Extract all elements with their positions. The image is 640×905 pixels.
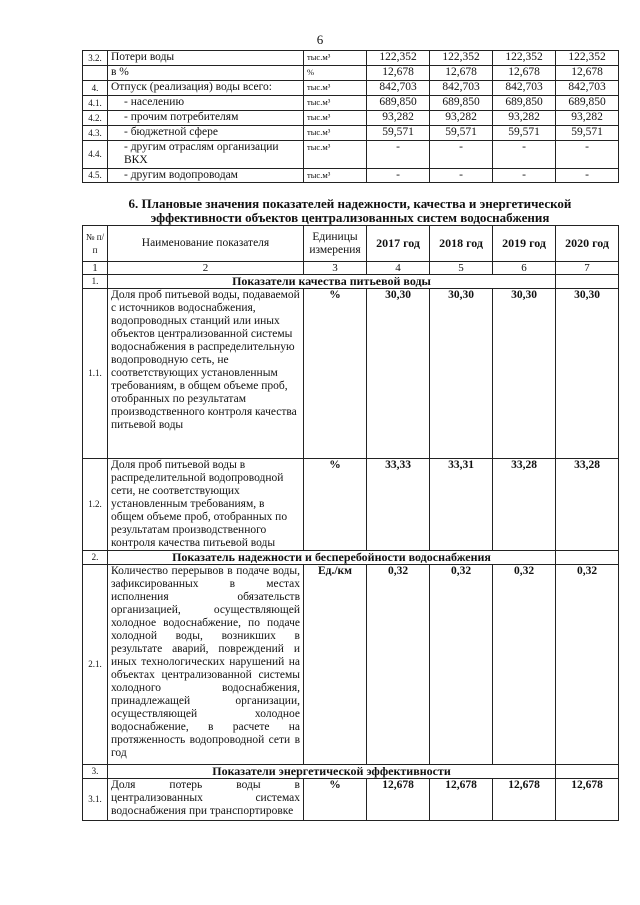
row-name: Отпуск (реализация) воды всего: — [108, 81, 304, 96]
section-number: 3. — [83, 765, 108, 779]
row-unit: тыс.м³ — [304, 169, 367, 183]
row-value: 59,571 — [430, 126, 493, 141]
section-title: Показатели энергетической эффективности — [108, 765, 556, 779]
table-row — [83, 111, 619, 126]
indicators-table — [82, 225, 619, 821]
header-unit: Единицы измерения — [304, 226, 367, 262]
row-value: 93,282 — [430, 111, 493, 126]
row-number: 4.1. — [83, 96, 108, 111]
row-value: 12,678 — [430, 66, 493, 81]
row-name: - населению — [108, 96, 304, 111]
section-number: 2. — [83, 551, 108, 565]
row-unit: % — [304, 66, 367, 81]
table-row — [83, 169, 619, 183]
water-balance-table — [82, 50, 619, 183]
indicator-number: 2.1. — [83, 565, 108, 765]
row-number: 4.3. — [83, 126, 108, 141]
col-number: 1 — [83, 262, 108, 275]
row-value: 59,571 — [493, 126, 556, 141]
row-number — [83, 66, 108, 81]
column-number-row — [83, 262, 619, 275]
indicator-unit: % — [304, 459, 367, 551]
row-unit: тыс.м³ — [304, 111, 367, 126]
row-number: 4.4. — [83, 141, 108, 169]
header-year-2019: 2019 год — [493, 226, 556, 262]
indicator-number: 3.1. — [83, 779, 108, 821]
indicator-description: Доля проб питьевой воды, подаваемой с источников водоснабжения, водопроводных станций или иных объектов централизованной системы водоснабжения в распределительную водопроводную сеть, не соответствующих установленным требованиям, в общем объеме проб, отобранных по результатам производственного контроля качества питьевой воды — [108, 289, 304, 459]
col-number: 4 — [367, 262, 430, 275]
indicator-row — [83, 565, 619, 765]
section-6-title: 6. Плановые значения показателей надежности, качества и энергетической эффективности объектов централизованных систем водоснабжения — [128, 196, 572, 225]
row-value: 689,850 — [430, 96, 493, 111]
section-empty-cell — [556, 275, 619, 289]
row-name: - бюджетной сфере — [108, 126, 304, 141]
section-title: Показатели качества питьевой воды — [108, 275, 556, 289]
header-num: № п/ п — [83, 226, 108, 262]
row-value: 59,571 — [556, 126, 619, 141]
indicator-description: Количество перерывов в подаче воды, зафиксированных в местах исполнения обязательств организацией, осуществляющей холодное водоснабжение, по подаче холодной воды, возникших в результате аварий, повреждений и иных технологических нарушений на объектах централизованной системы холодного водоснабжения, принадлежащей организации, осуществляющей холодное водоснабжение, в расчете на протяженность водопроводной сети в год — [108, 565, 304, 765]
section-row — [83, 551, 619, 565]
col-number: 5 — [430, 262, 493, 275]
indicator-value: 0,32 — [367, 565, 430, 765]
col-number: 2 — [108, 262, 304, 275]
indicator-row — [83, 459, 619, 551]
indicator-description: Доля проб питьевой воды в распределительной водопроводной сети, не соответствующих установленным требованиям, в общем объеме проб, отобранных по результатам производственного контроля качества питьевой воды — [108, 459, 304, 551]
row-value: - — [556, 169, 619, 183]
indicator-value: 33,33 — [367, 459, 430, 551]
row-name: - другим отраслям организации ВКХ — [108, 141, 304, 169]
row-name: - прочим потребителям — [108, 111, 304, 126]
section-row — [83, 275, 619, 289]
row-name: Потери воды — [108, 51, 304, 66]
header-year-2018: 2018 год — [430, 226, 493, 262]
row-value: 842,703 — [493, 81, 556, 96]
header-name: Наименование показателя — [108, 226, 304, 262]
indicator-row — [83, 289, 619, 459]
row-number: 3.2. — [83, 51, 108, 66]
indicator-value: 12,678 — [493, 779, 556, 821]
indicator-value: 33,31 — [430, 459, 493, 551]
header-year-2020: 2020 год — [556, 226, 619, 262]
indicator-value: 0,32 — [556, 565, 619, 765]
row-value: 842,703 — [367, 81, 430, 96]
row-name: - другим водопроводам — [108, 169, 304, 183]
row-number: 4.5. — [83, 169, 108, 183]
row-value: 59,571 — [367, 126, 430, 141]
indicator-value: 33,28 — [556, 459, 619, 551]
row-unit: тыс.м³ — [304, 126, 367, 141]
indicator-unit: % — [304, 779, 367, 821]
row-unit: тыс.м³ — [304, 51, 367, 66]
indicator-value: 12,678 — [430, 779, 493, 821]
row-value: 842,703 — [430, 81, 493, 96]
section-empty-cell — [556, 551, 619, 565]
row-value: 122,352 — [493, 51, 556, 66]
row-value: - — [430, 169, 493, 183]
row-value: 689,850 — [493, 96, 556, 111]
row-name: в % — [108, 66, 304, 81]
row-value: 842,703 — [556, 81, 619, 96]
row-value: 93,282 — [556, 111, 619, 126]
indicator-value: 30,30 — [556, 289, 619, 459]
row-number: 4. — [83, 81, 108, 96]
row-value: - — [493, 169, 556, 183]
indicator-unit: % — [304, 289, 367, 459]
table-row — [83, 66, 619, 81]
table-row — [83, 81, 619, 96]
row-value: - — [367, 141, 430, 169]
table-row — [83, 126, 619, 141]
indicator-value: 0,32 — [430, 565, 493, 765]
row-unit: тыс.м³ — [304, 96, 367, 111]
indicator-value: 33,28 — [493, 459, 556, 551]
indicator-row — [83, 779, 619, 821]
indicator-value: 30,30 — [493, 289, 556, 459]
row-value: 122,352 — [556, 51, 619, 66]
table-row — [83, 96, 619, 111]
row-value: 12,678 — [493, 66, 556, 81]
indicator-value: 30,30 — [367, 289, 430, 459]
indicator-number: 1.1. — [83, 289, 108, 459]
section-row — [83, 765, 619, 779]
table-row — [83, 141, 619, 169]
indicator-description: Доля потерь воды в централизованных системах водоснабжения при транспортировке — [108, 779, 304, 821]
indicator-number: 1.2. — [83, 459, 108, 551]
row-value: - — [493, 141, 556, 169]
row-value: 93,282 — [493, 111, 556, 126]
indicator-unit: Ед./км — [304, 565, 367, 765]
row-value: 122,352 — [430, 51, 493, 66]
row-value: - — [367, 169, 430, 183]
section-title: Показатель надежности и бесперебойности водоснабжения — [108, 551, 556, 565]
section-number: 1. — [83, 275, 108, 289]
row-value: 122,352 — [367, 51, 430, 66]
indicator-value: 12,678 — [556, 779, 619, 821]
row-number: 4.2. — [83, 111, 108, 126]
page-number: 6 — [316, 32, 324, 47]
indicator-value: 12,678 — [367, 779, 430, 821]
col-number: 6 — [493, 262, 556, 275]
row-value: - — [430, 141, 493, 169]
header-year-2017: 2017 год — [367, 226, 430, 262]
table-row — [83, 51, 619, 66]
row-value: 689,850 — [367, 96, 430, 111]
row-value: 93,282 — [367, 111, 430, 126]
section-empty-cell — [556, 765, 619, 779]
col-number: 7 — [556, 262, 619, 275]
row-unit: тыс.м³ — [304, 81, 367, 96]
row-value: 689,850 — [556, 96, 619, 111]
row-unit: тыс.м³ — [304, 141, 367, 169]
row-value: 12,678 — [556, 66, 619, 81]
indicator-value: 30,30 — [430, 289, 493, 459]
indicator-value: 0,32 — [493, 565, 556, 765]
row-value: 12,678 — [367, 66, 430, 81]
col-number: 3 — [304, 262, 367, 275]
table-header-row — [83, 226, 619, 262]
row-value: - — [556, 141, 619, 169]
